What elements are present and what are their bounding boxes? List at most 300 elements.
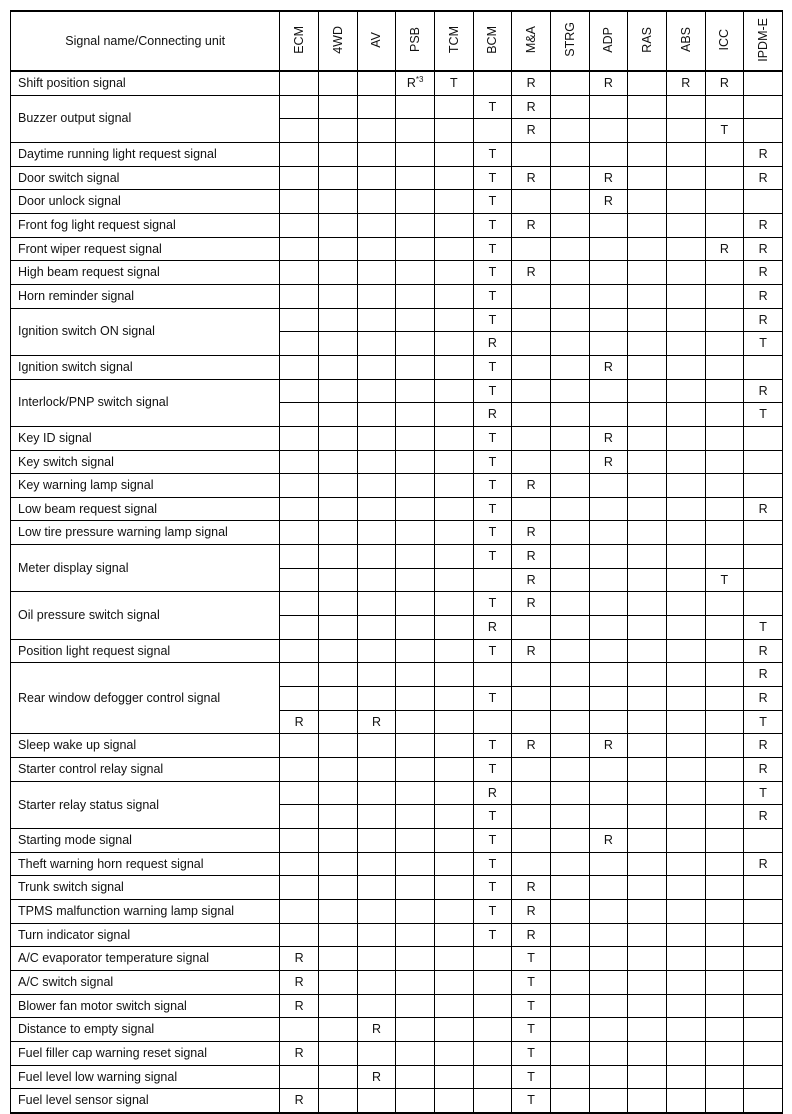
signal-value-cell (589, 592, 628, 616)
signal-value-cell (705, 403, 744, 427)
signal-value-cell (318, 95, 357, 119)
signal-value-cell (705, 994, 744, 1018)
unit-header-label: ICC (717, 28, 732, 51)
table-row (11, 970, 783, 994)
signal-value-cell (550, 450, 589, 474)
signal-value-cell (280, 616, 319, 640)
signal-value-cell (280, 308, 319, 332)
signal-value-cell (396, 1041, 435, 1065)
signal-value-cell (589, 852, 628, 876)
signal-value-cell (280, 568, 319, 592)
signal-value-cell: T (473, 521, 512, 545)
signal-value-cell (318, 1041, 357, 1065)
signal-value-cell: R (744, 166, 783, 190)
signal-value-cell: R (744, 663, 783, 687)
signal-value-cell (396, 923, 435, 947)
signal-value-cell: R (512, 261, 551, 285)
signal-value-cell (550, 899, 589, 923)
signal-value-cell: T (473, 284, 512, 308)
signal-value-cell (705, 1065, 744, 1089)
unit-header-label: IPDM-E (756, 17, 771, 62)
signal-value-cell (628, 923, 667, 947)
signal-value-cell (550, 355, 589, 379)
table-row (11, 639, 783, 663)
signal-value-cell (357, 142, 396, 166)
table-row (11, 166, 783, 190)
signal-value-cell (744, 521, 783, 545)
signal-value-cell: T (473, 687, 512, 711)
signal-value-cell (318, 213, 357, 237)
signal-value-cell: R (666, 71, 705, 95)
table-row (11, 213, 783, 237)
signal-value-cell (705, 426, 744, 450)
signal-value-cell (318, 474, 357, 498)
signal-value-cell (396, 450, 435, 474)
signal-value-cell (628, 994, 667, 1018)
signal-value-cell (666, 190, 705, 214)
table-row (11, 781, 783, 805)
signal-value-cell (628, 758, 667, 782)
signal-value-cell (550, 284, 589, 308)
signal-value-cell (280, 734, 319, 758)
signal-value-cell (550, 923, 589, 947)
signal-value-cell (434, 1065, 473, 1089)
signal-value-cell: R (512, 521, 551, 545)
signal-value-cell (512, 497, 551, 521)
signal-value-cell (396, 592, 435, 616)
signal-value-cell (666, 568, 705, 592)
signal-value-cell (628, 1041, 667, 1065)
unit-header-ras (628, 11, 667, 71)
signal-value-cell (318, 521, 357, 545)
signal-value-cell (473, 947, 512, 971)
signal-value-cell (396, 403, 435, 427)
signal-value-cell (280, 403, 319, 427)
signal-value-cell (357, 450, 396, 474)
signal-value-cell (318, 947, 357, 971)
signal-value-cell (280, 687, 319, 711)
unit-header-label: M&A (524, 25, 539, 54)
signal-value-cell: T (473, 876, 512, 900)
signal-value-cell (396, 616, 435, 640)
signal-value-cell (550, 237, 589, 261)
signal-value-cell: T (473, 450, 512, 474)
signal-value-cell (357, 687, 396, 711)
signal-value-cell: R (589, 426, 628, 450)
signal-value-cell (396, 142, 435, 166)
signal-value-cell (318, 805, 357, 829)
unit-header-label: ADP (601, 26, 616, 53)
signal-value-cell (512, 332, 551, 356)
unit-header-label: RAS (640, 26, 655, 53)
signal-value-cell (589, 119, 628, 143)
signal-value-cell (705, 947, 744, 971)
signal-value-cell (666, 923, 705, 947)
signal-value-cell: R (512, 592, 551, 616)
signal-value-cell (434, 805, 473, 829)
table-row (11, 852, 783, 876)
signal-value-cell (280, 71, 319, 95)
table-row (11, 284, 783, 308)
signal-value-cell: T (473, 805, 512, 829)
signal-value-cell (550, 166, 589, 190)
signal-value-cell (357, 805, 396, 829)
signal-value-cell (589, 95, 628, 119)
signal-value-cell (280, 450, 319, 474)
signal-value-cell (280, 1065, 319, 1089)
signal-value-cell (357, 308, 396, 332)
signal-name-header: Signal name/Connecting unit (11, 11, 280, 71)
signal-value-cell (666, 142, 705, 166)
signal-value-cell: R (280, 710, 319, 734)
signal-value-cell (705, 781, 744, 805)
signal-value-cell (434, 592, 473, 616)
table-row (11, 308, 783, 332)
unit-header-m-a (512, 11, 551, 71)
signal-value-cell (357, 1041, 396, 1065)
signal-value-cell (550, 308, 589, 332)
signal-value-cell (512, 308, 551, 332)
signal-value-cell (318, 545, 357, 569)
signal-value-cell (705, 1041, 744, 1065)
signal-value-cell (357, 213, 396, 237)
signal-value-cell (512, 379, 551, 403)
table-row (11, 923, 783, 947)
signal-value-cell (396, 355, 435, 379)
signal-value-cell: T (473, 95, 512, 119)
signal-value-cell (512, 190, 551, 214)
signal-value-cell (396, 166, 435, 190)
signal-value-cell (550, 616, 589, 640)
signal-value-cell: T (473, 758, 512, 782)
signal-value-cell (628, 592, 667, 616)
table-row (11, 497, 783, 521)
signal-name-cell: Fuel level low warning signal (11, 1065, 280, 1089)
signal-value-cell (512, 355, 551, 379)
signal-value-cell (357, 119, 396, 143)
signal-value-cell (512, 710, 551, 734)
signal-value-cell (280, 261, 319, 285)
signal-value-cell (318, 379, 357, 403)
signal-value-cell (396, 261, 435, 285)
signal-value-cell (396, 805, 435, 829)
signal-value-cell: T (512, 970, 551, 994)
signal-value-cell (628, 261, 667, 285)
signal-value-cell (705, 923, 744, 947)
signal-value-cell: R (512, 876, 551, 900)
signal-value-cell (628, 734, 667, 758)
signal-value-cell (318, 284, 357, 308)
signal-value-cell (744, 568, 783, 592)
signal-value-cell (280, 781, 319, 805)
signal-name-cell: Starting mode signal (11, 829, 280, 853)
signal-value-cell (666, 592, 705, 616)
signal-value-cell (280, 899, 319, 923)
signal-value-cell (318, 426, 357, 450)
signal-value-cell: R (512, 71, 551, 95)
signal-value-cell (744, 1065, 783, 1089)
signal-value-cell (318, 710, 357, 734)
signal-value-cell (705, 616, 744, 640)
signal-value-cell: T (434, 71, 473, 95)
signal-value-cell (357, 71, 396, 95)
signal-value-cell (628, 142, 667, 166)
signal-value-cell (318, 781, 357, 805)
signal-value-cell (318, 734, 357, 758)
signal-value-cell (705, 639, 744, 663)
signal-value-cell (666, 663, 705, 687)
table-row (11, 947, 783, 971)
signal-value-cell (434, 450, 473, 474)
signal-value-cell (666, 970, 705, 994)
signal-value-cell (357, 994, 396, 1018)
signal-value-cell (318, 687, 357, 711)
signal-value-cell (589, 284, 628, 308)
signal-value-cell (550, 781, 589, 805)
signal-value-cell (589, 403, 628, 427)
signal-value-cell (550, 190, 589, 214)
signal-value-cell (705, 592, 744, 616)
signal-value-cell (434, 426, 473, 450)
signal-value-cell (434, 947, 473, 971)
table-row (11, 261, 783, 285)
table-row (11, 876, 783, 900)
signal-value-cell (550, 592, 589, 616)
signal-value-cell (550, 474, 589, 498)
signal-value-cell (434, 852, 473, 876)
signal-value-cell (666, 781, 705, 805)
signal-value-cell (357, 663, 396, 687)
signal-name-cell: Daytime running light request signal (11, 142, 280, 166)
signal-value-cell (666, 805, 705, 829)
signal-value-cell: R (744, 213, 783, 237)
signal-value-cell (589, 261, 628, 285)
signal-value-cell (357, 829, 396, 853)
signal-name-cell: Key switch signal (11, 450, 280, 474)
signal-value-cell (434, 261, 473, 285)
signal-value-cell (628, 119, 667, 143)
signal-name-cell: Door switch signal (11, 166, 280, 190)
table-row (11, 734, 783, 758)
signal-value-cell (744, 899, 783, 923)
signal-value-cell (357, 758, 396, 782)
signal-value-cell (666, 876, 705, 900)
signal-value-cell (589, 781, 628, 805)
signal-value-cell (628, 213, 667, 237)
signal-value-cell (550, 1041, 589, 1065)
signal-value-cell: R (589, 734, 628, 758)
signal-value-cell (705, 261, 744, 285)
signal-value-cell (744, 970, 783, 994)
signal-value-cell (589, 332, 628, 356)
signal-value-cell (318, 71, 357, 95)
signal-value-cell: T (705, 568, 744, 592)
signal-value-cell (318, 237, 357, 261)
signal-value-cell (280, 284, 319, 308)
signal-value-cell (628, 450, 667, 474)
signal-value-cell (628, 805, 667, 829)
signal-value-cell (434, 308, 473, 332)
signal-value-cell (396, 758, 435, 782)
signal-value-cell (357, 616, 396, 640)
signal-value-cell (744, 592, 783, 616)
signal-value-cell (744, 474, 783, 498)
signal-value-cell (744, 1041, 783, 1065)
signal-value-cell (628, 403, 667, 427)
signal-value-cell (589, 142, 628, 166)
signal-value-cell (473, 71, 512, 95)
signal-value-cell (318, 568, 357, 592)
signal-value-cell (589, 758, 628, 782)
table-row (11, 379, 783, 403)
signal-value-cell (434, 899, 473, 923)
signal-value-cell (550, 994, 589, 1018)
signal-value-cell: R (512, 639, 551, 663)
unit-header-label: ECM (292, 25, 307, 54)
signal-name-cell: Rear window defogger control signal (11, 663, 280, 734)
signal-value-cell (396, 639, 435, 663)
signal-value-cell: R (512, 568, 551, 592)
unit-header-label: 4WD (330, 25, 345, 54)
signal-value-cell (550, 710, 589, 734)
signal-value-cell (280, 829, 319, 853)
signal-value-cell (666, 474, 705, 498)
signal-value-cell (280, 166, 319, 190)
signal-name-cell: Sleep wake up signal (11, 734, 280, 758)
signal-value-cell: R (589, 71, 628, 95)
signal-name-cell: Shift position signal (11, 71, 280, 95)
signal-value-cell (396, 710, 435, 734)
signal-value-cell: R (512, 119, 551, 143)
signal-value-cell (473, 1018, 512, 1042)
signal-value-cell (550, 1065, 589, 1089)
signal-value-cell (628, 947, 667, 971)
unit-header-4wd (318, 11, 357, 71)
signal-value-cell (744, 947, 783, 971)
unit-header-label: TCM (446, 25, 461, 54)
signal-value-cell (628, 474, 667, 498)
signal-value-cell (666, 616, 705, 640)
signal-value-cell: R (357, 710, 396, 734)
signal-value-cell: R (280, 947, 319, 971)
signal-value-cell: T (705, 119, 744, 143)
signal-value-cell (280, 237, 319, 261)
signal-value-cell (666, 687, 705, 711)
signal-value-cell (434, 332, 473, 356)
signal-value-cell (396, 687, 435, 711)
signal-value-cell: T (744, 332, 783, 356)
signal-name-cell: Starter control relay signal (11, 758, 280, 782)
signal-value-cell (396, 781, 435, 805)
signal-value-cell: T (473, 592, 512, 616)
signal-value-cell (628, 355, 667, 379)
signal-value-cell (512, 805, 551, 829)
signal-value-cell (705, 852, 744, 876)
signal-value-cell (589, 970, 628, 994)
signal-value-cell (666, 947, 705, 971)
table-row (11, 1018, 783, 1042)
signal-value-cell: R (512, 474, 551, 498)
signal-value-cell (473, 1065, 512, 1089)
signal-name-cell: Buzzer output signal (11, 95, 280, 142)
signal-value-cell: R (744, 687, 783, 711)
signal-value-cell (318, 190, 357, 214)
signal-value-cell (280, 758, 319, 782)
signal-value-cell (628, 166, 667, 190)
signal-value-cell (744, 450, 783, 474)
signal-value-cell (705, 829, 744, 853)
signal-value-cell (705, 450, 744, 474)
signal-value-cell (666, 426, 705, 450)
signal-value-cell (357, 545, 396, 569)
signal-value-cell (396, 994, 435, 1018)
signal-value-cell (357, 284, 396, 308)
signal-value-cell (666, 237, 705, 261)
signal-value-cell (589, 237, 628, 261)
signal-value-cell (434, 545, 473, 569)
signal-value-cell (434, 710, 473, 734)
signal-value-cell (280, 1018, 319, 1042)
signal-value-cell: R (744, 852, 783, 876)
signal-value-cell (589, 947, 628, 971)
signal-value-cell (280, 332, 319, 356)
signal-name-cell: Key warning lamp signal (11, 474, 280, 498)
signal-value-cell: T (473, 190, 512, 214)
signal-value-cell (280, 876, 319, 900)
signal-value-cell (318, 308, 357, 332)
signal-value-cell (550, 805, 589, 829)
signal-value-cell (357, 166, 396, 190)
signal-value-cell: R (357, 1018, 396, 1042)
signal-value-cell (589, 663, 628, 687)
signal-value-cell (628, 545, 667, 569)
signal-value-cell (666, 213, 705, 237)
signal-value-cell (434, 521, 473, 545)
signal-value-cell: T (744, 403, 783, 427)
signal-value-cell (628, 829, 667, 853)
signal-value-cell (550, 829, 589, 853)
signal-value-cell: R (589, 190, 628, 214)
signal-value-cell: T (473, 166, 512, 190)
signal-value-cell (357, 474, 396, 498)
signal-name-cell: A/C evaporator temperature signal (11, 947, 280, 971)
signal-value-cell (589, 474, 628, 498)
signal-value-cell (705, 970, 744, 994)
signal-value-cell (589, 497, 628, 521)
signal-value-cell (550, 332, 589, 356)
signal-value-cell: T (473, 497, 512, 521)
table-body (11, 71, 783, 1113)
signal-value-cell (705, 284, 744, 308)
signal-value-cell (550, 213, 589, 237)
table-row (11, 592, 783, 616)
signal-value-cell: T (473, 261, 512, 285)
signal-value-cell (318, 994, 357, 1018)
signal-value-cell (705, 95, 744, 119)
signal-value-cell (628, 379, 667, 403)
signal-value-cell: T (512, 1041, 551, 1065)
signal-value-cell (589, 616, 628, 640)
signal-value-cell (318, 261, 357, 285)
signal-value-cell (705, 379, 744, 403)
signal-value-cell (550, 970, 589, 994)
signal-value-cell (396, 970, 435, 994)
signal-value-cell (396, 213, 435, 237)
signal-value-cell (589, 1065, 628, 1089)
signal-value-cell (357, 568, 396, 592)
signal-value-cell (589, 876, 628, 900)
signal-value-cell (318, 450, 357, 474)
